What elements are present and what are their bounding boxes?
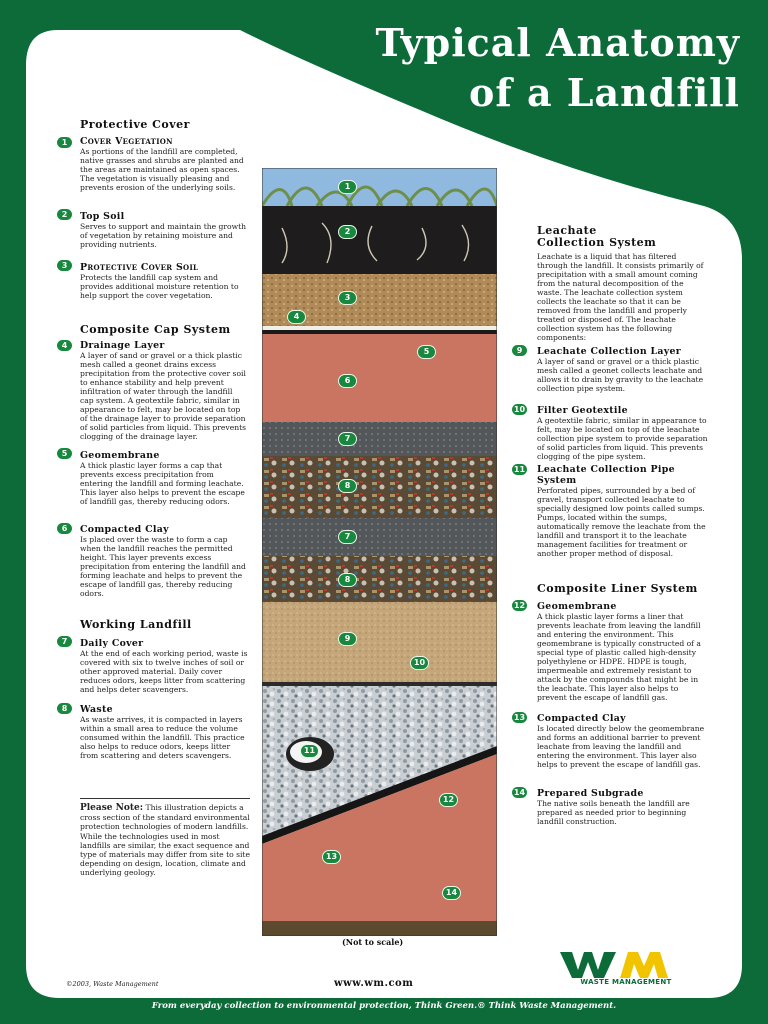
legend-item-text: At the end of each working period, waste is covered with six to twelve inches of soil or other approved material. Daily cover reduces odors, keeps litter from scattering and helps deter scavengers. bbox=[80, 649, 248, 694]
legend-item-waste bbox=[80, 704, 248, 760]
layer-geomembrane-cap bbox=[262, 330, 497, 334]
legend-badge: 7 bbox=[57, 636, 72, 647]
legend-item-filter-geotextile bbox=[537, 405, 709, 461]
section-heading-leachate-2: Collection System bbox=[537, 236, 657, 249]
legend-item-title: Prepared Subgrade bbox=[537, 788, 644, 799]
layer-top-soil bbox=[262, 206, 497, 274]
legend-item-text: Protects the landfill cap system and provides additional moisture retention to help support the cover vegetation. bbox=[80, 273, 239, 300]
layer-drainage bbox=[262, 326, 497, 330]
please-note-text: This illustration depicts a cross section of the standard environmental protection technologies of modern landfills. While the technologies used in most landfills are similar, the exact sequence and type of materials may differ from site to site depending on design, location, climate and underlying geology. bbox=[80, 803, 250, 878]
legend-item-text: Is located directly below the geomembrane and forms an additional barrier to prevent leachate from leaving the landfill and entering the environment. This layer also helps to prevent the escape of landfill gas. bbox=[537, 724, 705, 769]
legend-badge: 9 bbox=[512, 345, 527, 356]
legend-item-title: Waste bbox=[80, 704, 113, 715]
layer-waste-2 bbox=[262, 556, 497, 602]
legend-item-title: Geomembrane bbox=[537, 601, 617, 612]
legend-item-compacted-clay-cap bbox=[80, 524, 248, 598]
diagram-marker: 3 bbox=[338, 291, 357, 305]
legend-item-text: As waste arrives, it is compacted in layers within a small area to reduce the volume consumed within the landfill. This practice also helps to reduce odors, keeps litter from scattering and deters scavengers. bbox=[80, 715, 245, 760]
layer-filter-geotextile bbox=[262, 682, 497, 686]
legend-item-title: Leachate Collection Layer bbox=[537, 346, 682, 357]
legend-badge: 3 bbox=[57, 260, 72, 271]
legend-item-text: A thick plastic layer forms a cap that prevents excess precipitation from entering the landfill and forming leachate. This layer also helps to prevent the escape of landfill gas, thereby reducing odors. bbox=[80, 461, 245, 506]
diagram-marker: 11 bbox=[300, 744, 319, 758]
section-heading-protective-cover: Protective Cover bbox=[80, 118, 190, 131]
legend-item-text: A thick plastic layer forms a liner that prevents leachate from leaving the landfill and entering the environment. This geomembrane is typically constructed of a special type of plastic called high-density polyethylene or HDPE. HDPE is tough, impermeable and extremely resistant to attack by the compounds that might be in the leachate. This layer also helps to prevent the escape of landfill gas. bbox=[537, 612, 701, 702]
poster-title-line1: Typical Anatomy bbox=[375, 20, 740, 65]
legend-badge: 5 bbox=[57, 448, 72, 459]
legend-badge: 1 bbox=[57, 137, 72, 148]
footer-tagline: From everyday collection to environmental protection, Think Green.® Think Waste Management. bbox=[151, 1001, 617, 1011]
legend-item-geomembrane-liner bbox=[537, 601, 709, 702]
legend-badge: 13 bbox=[513, 713, 526, 722]
logo-w bbox=[560, 952, 616, 978]
layer-daily-cover-2 bbox=[262, 518, 497, 556]
legend-item-text: A layer of sand or gravel or a thick plastic mesh called a geonet drains excess precipitation from the protective cover soil to enhance stability and help prevent infiltration of water through the landfill cap system. A geotextile fabric, similar in appearance to felt, may be located on top of the drainage layer to provide separation of solid particles from liquid. This prevents clogging of the drainage layer. bbox=[80, 351, 247, 441]
landfill-cross-section bbox=[262, 168, 497, 936]
diagram-marker: 12 bbox=[439, 793, 458, 807]
diagram-marker: 14 bbox=[442, 886, 461, 900]
please-note-label: Please Note: bbox=[80, 803, 144, 813]
legend-item-protective-cover-soil bbox=[80, 262, 248, 300]
legend-badge: 8 bbox=[57, 703, 72, 714]
legend-item-top-soil bbox=[80, 211, 248, 249]
logo-m bbox=[620, 952, 668, 978]
legend-item-cover-vegetation bbox=[80, 136, 248, 192]
diagram-marker: 7 bbox=[338, 530, 357, 544]
leachate-intro: Leachate is a liquid that has filtered through the landfill. It consists primarily of precipitation with a small amount coming from the natural decomposition of the waste. The leachate collection system collects the leachate so that it can be removed from the landfill and properly treated or disposed of. The leachate collection system has the following components: bbox=[537, 252, 704, 342]
diagram-marker: 8 bbox=[338, 479, 357, 493]
diagram-marker: 10 bbox=[410, 656, 429, 670]
section-heading-composite-cap: Composite Cap System bbox=[80, 323, 231, 336]
legend-item-text: Is placed over the waste to form a cap when the landfill reaches the permitted height. This layer prevents excess precipitation from entering the landfill and forming leachate and helps to prevent the escape of landfill gas, thereby reducing odors. bbox=[80, 535, 246, 598]
logo-name: WASTE MANAGEMENT bbox=[580, 978, 672, 986]
layer-waste bbox=[262, 456, 497, 518]
legend-item-title: Drainage Layer bbox=[80, 340, 165, 351]
diagram-marker: 6 bbox=[338, 374, 357, 388]
legend-badge: 2 bbox=[57, 209, 72, 220]
legend-item-text: A layer of sand or gravel or a thick plastic mesh called a geonet collects leachate and allows it to drain by gravity to the leachate collection pipe system. bbox=[537, 357, 704, 393]
legend-item-compacted-clay-liner bbox=[537, 713, 709, 769]
legend-item-title: Protective Cover Soil bbox=[80, 262, 199, 273]
section-heading-working-landfill: Working Landfill bbox=[80, 618, 192, 631]
legend-item-title: Geomembrane bbox=[80, 450, 160, 461]
legend-badge: 14 bbox=[513, 788, 526, 797]
diagram-marker: 9 bbox=[338, 632, 357, 646]
legend-item-title: Daily Cover bbox=[80, 638, 144, 649]
diagram-marker: 1 bbox=[338, 180, 357, 194]
legend-item-title: Compacted Clay bbox=[80, 524, 169, 535]
legend-item-leachate-collection-layer bbox=[537, 346, 709, 393]
legend-item-text: A geotextile fabric, similar in appearance to felt, may be located on top of the leachate collection pipe system to provide separation of solid particles from liquid. This prevents clogging of the pipe system. bbox=[537, 416, 708, 461]
legend-item-title: Leachate Collection Pipe System bbox=[537, 464, 675, 486]
diagram-marker: 5 bbox=[417, 345, 436, 359]
legend-badge: 4 bbox=[57, 340, 72, 351]
legend-item-daily-cover bbox=[80, 638, 248, 694]
layer-compacted-clay-cap bbox=[262, 334, 497, 422]
legend-item-text: As portions of the landfill are completed, native grasses and shrubs are planted and the areas are maintained as open spaces. The vegetation is visually pleasing and prevents erosion of the underlying soils. bbox=[80, 147, 244, 192]
legend-item-title: Filter Geotextile bbox=[537, 405, 628, 416]
legend-item-prepared-subgrade bbox=[537, 788, 709, 826]
diagram-marker: 13 bbox=[322, 850, 341, 864]
diagram-marker: 7 bbox=[338, 432, 357, 446]
diagram-marker: 2 bbox=[338, 225, 357, 239]
poster-title-line2: of a Landfill bbox=[469, 70, 740, 115]
legend-item-title: Compacted Clay bbox=[537, 713, 626, 724]
legend-item-title: Top Soil bbox=[80, 211, 125, 222]
section-heading-composite-liner: Composite Liner System bbox=[537, 582, 698, 595]
legend-badge: 6 bbox=[57, 523, 72, 534]
legend-item-text: Serves to support and maintain the growth of vegetation by retaining moisture and providing nutrients. bbox=[80, 222, 247, 249]
legend-badge: 12 bbox=[513, 601, 526, 610]
scale-note: (Not to scale) bbox=[342, 937, 404, 947]
layer-leachate-collection bbox=[262, 602, 497, 684]
legend-item-title: Cover Vegetation bbox=[80, 136, 173, 147]
diagram-marker: 8 bbox=[338, 573, 357, 587]
copyright: ©2003, Waste Management bbox=[66, 980, 159, 988]
layer-daily-cover bbox=[262, 422, 497, 456]
legend-badge: 11 bbox=[513, 465, 526, 474]
section-heading-leachate-1: Leachate bbox=[537, 224, 597, 237]
please-note bbox=[80, 798, 250, 878]
layer-prepared-subgrade bbox=[262, 921, 497, 936]
legend-badge: 10 bbox=[513, 405, 526, 414]
legend-item-geomembrane-cap bbox=[80, 450, 248, 506]
website-link[interactable]: www.wm.com bbox=[334, 978, 414, 989]
legend-item-drainage-layer bbox=[80, 340, 248, 441]
legend-item-pipe-system bbox=[537, 464, 709, 558]
legend-item-text: The native soils beneath the landfill are prepared as needed prior to beginning landfill construction. bbox=[537, 799, 690, 826]
diagram-marker: 4 bbox=[287, 310, 306, 324]
legend-item-text: Perforated pipes, surrounded by a bed of gravel, transport collected leachate to specially designed low points called sumps. Pumps, located within the sumps, automatically remove the leachate from the landfill and transport it to the leachate management facilities for treatment or another proper method of disposal. bbox=[537, 486, 706, 558]
